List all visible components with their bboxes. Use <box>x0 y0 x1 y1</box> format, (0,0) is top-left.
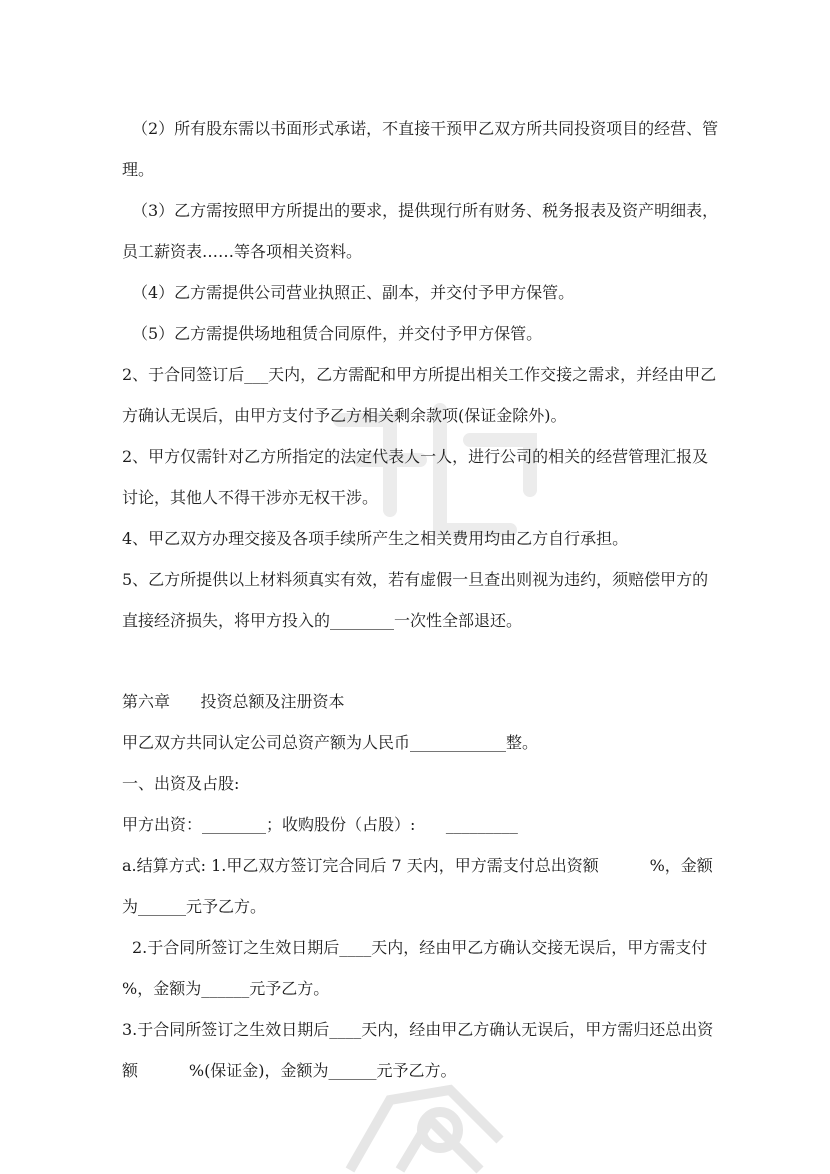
chapter-heading <box>122 681 722 722</box>
clause-2-sub-4: （4）乙方需提供公司营业执照正、副本，并交付予甲方保管。 <box>132 283 575 302</box>
clause-2-sub-5: （5）乙方需提供场地租赁合同原件，并交付予甲方保管。 <box>132 324 543 343</box>
section-gap <box>122 641 722 681</box>
settlement-method-3: 3.于合同所签订之生效日期后____天内，经由甲乙方确认无误后，甲方需归还总出资额 %(保证金)，金额为______元予乙方。 <box>122 1020 714 1080</box>
chapter-number: 第六章 <box>122 692 171 711</box>
clause-2-sub-2: （2）所有股东需以书面形式承诺，不直接干预甲乙双方所共同投资项目的经营、管理。 <box>122 119 719 179</box>
clause-fees: 4、甲乙双方办理交接及各项手续所产生之相关费用均由乙方自行承担。 <box>122 529 629 548</box>
chapter-title: 投资总额及注册资本 <box>200 692 345 711</box>
clause-handover: 2、于合同签订后___天内，乙方需配和甲方所提出相关工作交接之需求，并经由甲乙方确认无误后，由甲方支付予乙方相关剩余款项(保证金除外)。 <box>122 365 717 425</box>
clause-reporting: 2、甲方仅需针对乙方所指定的法定代表人一人，进行公司的相关的经营管理汇报及讨论，其他人不得干涉亦无权干涉。 <box>122 447 709 507</box>
party-a-contribution: 甲方出资：________；收购股份（占股）: _________ <box>122 815 518 834</box>
clause-2-sub-3: （3）乙方需按照甲方所提出的要求，提供现行所有财务、税务报表及资产明细表，员工薪资表……等各项相关资料。 <box>122 201 719 261</box>
document-body <box>122 108 738 1091</box>
total-assets-line: 甲乙双方共同认定公司总资产额为人民币____________整。 <box>122 733 539 752</box>
settlement-method-2: 2.于合同所签订之生效日期后____天内，经由甲乙方确认交接无误后，甲方需支付 %，金额为______元予乙方。 <box>122 938 738 998</box>
clause-authenticity: 5、乙方所提供以上材料须真实有效，若有虚假一旦查出则视为违约，须赔偿甲方的直接经济损失，将甲方投入的________一次性全部退还。 <box>122 570 709 630</box>
settlement-method-1: a.结算方式: 1.甲乙双方签订完合同后 7 天内，甲方需支付总出资额 %，金额为______元予乙方。 <box>122 856 713 916</box>
capital-section-heading: 一、出资及占股: <box>122 774 240 793</box>
